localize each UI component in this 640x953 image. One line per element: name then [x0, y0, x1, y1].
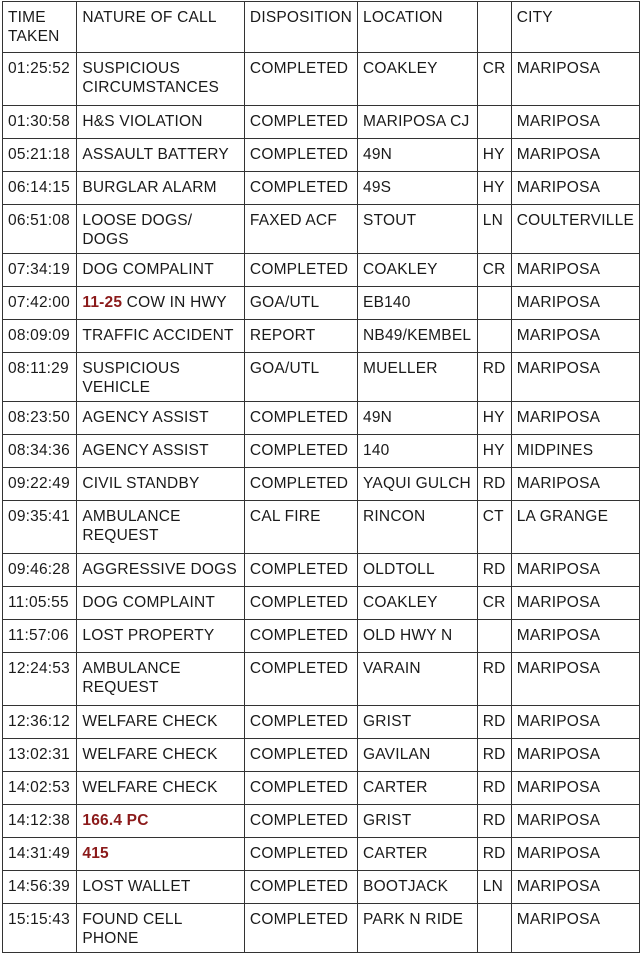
location-cell: GRIST	[358, 706, 478, 739]
time-cell: 12:36:12	[3, 706, 77, 739]
location-cell: 49N	[358, 402, 478, 435]
time-cell: 11:05:55	[3, 587, 77, 620]
street-suffix-cell: HY	[477, 172, 511, 205]
time-cell: 11:57:06	[3, 620, 77, 653]
call-description: LOOSE DOGS/ DOGS	[82, 212, 193, 248]
disposition-cell: FAXED ACF	[244, 205, 357, 254]
time-cell: 05:21:18	[3, 139, 77, 172]
location-cell: COAKLEY	[358, 254, 478, 287]
city-cell: MARIPOSA	[511, 468, 639, 501]
city-cell: MARIPOSA	[511, 106, 639, 139]
call-log-table	[2, 1, 640, 953]
disposition-cell: COMPLETED	[244, 706, 357, 739]
time-cell: 01:30:58	[3, 106, 77, 139]
call-description: SUSPICIOUS VEHICLE	[82, 360, 180, 396]
call-description: ASSAULT BATTERY	[82, 146, 229, 163]
location-cell: EB140	[358, 287, 478, 320]
city-cell: MARIPOSA	[511, 554, 639, 587]
call-description: FOUND CELL PHONE	[82, 911, 182, 947]
table-row	[3, 287, 640, 320]
street-suffix-cell: CR	[477, 254, 511, 287]
call-description: SUSPICIOUS CIRCUMSTANCES	[82, 60, 220, 96]
header-street-suffix	[477, 2, 511, 53]
nature-cell	[77, 106, 245, 139]
call-description: CIVIL STANDBY	[82, 475, 200, 492]
header-disposition: DISPOSITION	[244, 2, 357, 53]
street-suffix-cell: HY	[477, 139, 511, 172]
nature-cell	[77, 587, 245, 620]
time-cell: 09:22:49	[3, 468, 77, 501]
disposition-cell: COMPLETED	[244, 653, 357, 706]
nature-cell	[77, 554, 245, 587]
street-suffix-cell: RD	[477, 353, 511, 402]
location-cell: 49S	[358, 172, 478, 205]
street-suffix-cell: RD	[477, 554, 511, 587]
nature-cell	[77, 205, 245, 254]
street-suffix-cell: RD	[477, 772, 511, 805]
location-cell: CARTER	[358, 772, 478, 805]
street-suffix-cell: RD	[477, 468, 511, 501]
time-cell: 09:35:41	[3, 501, 77, 554]
city-cell: MARIPOSA	[511, 772, 639, 805]
nature-cell	[77, 53, 245, 106]
disposition-cell: GOA/UTL	[244, 287, 357, 320]
call-description: TRAFFIC ACCIDENT	[82, 327, 234, 344]
time-cell: 08:34:36	[3, 435, 77, 468]
location-cell: PARK N RIDE	[358, 904, 478, 953]
time-cell: 06:51:08	[3, 205, 77, 254]
location-cell: 49N	[358, 139, 478, 172]
location-cell: GAVILAN	[358, 739, 478, 772]
call-description: DOG COMPLAINT	[82, 594, 216, 611]
header-row	[3, 2, 640, 53]
table-row	[3, 172, 640, 205]
table-row	[3, 805, 640, 838]
nature-cell	[77, 139, 245, 172]
call-description: AGENCY ASSIST	[82, 409, 209, 426]
nature-cell	[77, 320, 245, 353]
table-row	[3, 871, 640, 904]
table-row	[3, 739, 640, 772]
nature-cell	[77, 254, 245, 287]
call-description: WELFARE CHECK	[82, 779, 218, 796]
city-cell: MARIPOSA	[511, 587, 639, 620]
table-row	[3, 706, 640, 739]
location-cell: MARIPOSA CJ	[358, 106, 478, 139]
location-cell: NB49/KEMBEL	[358, 320, 478, 353]
city-cell: MARIPOSA	[511, 706, 639, 739]
time-cell: 15:15:43	[3, 904, 77, 953]
location-cell: COAKLEY	[358, 587, 478, 620]
city-cell: MARIPOSA	[511, 254, 639, 287]
location-cell: MUELLER	[358, 353, 478, 402]
table-row	[3, 435, 640, 468]
call-description: COW IN HWY	[122, 294, 227, 311]
location-cell: BOOTJACK	[358, 871, 478, 904]
call-log-body	[3, 2, 640, 953]
location-cell: CARTER	[358, 838, 478, 871]
call-description: LOST WALLET	[82, 878, 191, 895]
table-row	[3, 653, 640, 706]
call-description: WELFARE CHECK	[82, 713, 218, 730]
city-cell: MARIPOSA	[511, 838, 639, 871]
city-cell: LA GRANGE	[511, 501, 639, 554]
street-suffix-cell: RD	[477, 706, 511, 739]
nature-cell	[77, 287, 245, 320]
nature-cell	[77, 904, 245, 953]
disposition-cell: COMPLETED	[244, 106, 357, 139]
city-cell: MARIPOSA	[511, 904, 639, 953]
street-suffix-cell: LN	[477, 205, 511, 254]
disposition-cell: COMPLETED	[244, 468, 357, 501]
location-cell: 140	[358, 435, 478, 468]
city-cell: MARIPOSA	[511, 653, 639, 706]
nature-cell	[77, 871, 245, 904]
call-description: AMBULANCE REQUEST	[82, 660, 181, 696]
location-cell: COAKLEY	[358, 53, 478, 106]
table-row	[3, 53, 640, 106]
call-description: AGGRESSIVE DOGS	[82, 561, 237, 578]
disposition-cell: COMPLETED	[244, 53, 357, 106]
time-cell: 14:02:53	[3, 772, 77, 805]
call-description: LOST PROPERTY	[82, 627, 215, 644]
time-cell: 14:12:38	[3, 805, 77, 838]
street-suffix-cell: RD	[477, 653, 511, 706]
time-cell: 14:31:49	[3, 838, 77, 871]
nature-cell	[77, 172, 245, 205]
table-row	[3, 772, 640, 805]
time-cell: 08:09:09	[3, 320, 77, 353]
disposition-cell: COMPLETED	[244, 554, 357, 587]
disposition-cell: COMPLETED	[244, 739, 357, 772]
time-cell: 09:46:28	[3, 554, 77, 587]
header-location: LOCATION	[358, 2, 478, 53]
call-description: WELFARE CHECK	[82, 746, 218, 763]
table-row	[3, 402, 640, 435]
header-time-taken: TIME TAKEN	[3, 2, 77, 53]
street-suffix-cell: RD	[477, 739, 511, 772]
nature-cell	[77, 838, 245, 871]
table-row	[3, 205, 640, 254]
location-cell: STOUT	[358, 205, 478, 254]
location-cell: VARAIN	[358, 653, 478, 706]
time-cell: 01:25:52	[3, 53, 77, 106]
call-description: DOG COMPALINT	[82, 261, 214, 278]
street-suffix-cell: HY	[477, 402, 511, 435]
location-cell: OLD HWY N	[358, 620, 478, 653]
call-code: 415	[82, 845, 109, 862]
disposition-cell: COMPLETED	[244, 587, 357, 620]
disposition-cell: GOA/UTL	[244, 353, 357, 402]
disposition-cell: COMPLETED	[244, 172, 357, 205]
city-cell: COULTERVILLE	[511, 205, 639, 254]
city-cell: MARIPOSA	[511, 871, 639, 904]
disposition-cell: REPORT	[244, 320, 357, 353]
time-cell: 08:11:29	[3, 353, 77, 402]
time-cell: 07:42:00	[3, 287, 77, 320]
city-cell: MARIPOSA	[511, 139, 639, 172]
time-cell: 13:02:31	[3, 739, 77, 772]
city-cell: MIDPINES	[511, 435, 639, 468]
time-cell: 12:24:53	[3, 653, 77, 706]
street-suffix-cell: CR	[477, 53, 511, 106]
disposition-cell: COMPLETED	[244, 805, 357, 838]
city-cell: MARIPOSA	[511, 320, 639, 353]
street-suffix-cell	[477, 904, 511, 953]
street-suffix-cell: LN	[477, 871, 511, 904]
street-suffix-cell	[477, 320, 511, 353]
table-row	[3, 501, 640, 554]
street-suffix-cell	[477, 106, 511, 139]
call-description: H&S VIOLATION	[82, 113, 203, 130]
disposition-cell: COMPLETED	[244, 402, 357, 435]
table-row	[3, 468, 640, 501]
disposition-cell: COMPLETED	[244, 620, 357, 653]
nature-cell	[77, 468, 245, 501]
time-cell: 08:23:50	[3, 402, 77, 435]
nature-cell	[77, 435, 245, 468]
city-cell: MARIPOSA	[511, 620, 639, 653]
time-cell: 06:14:15	[3, 172, 77, 205]
nature-cell	[77, 739, 245, 772]
disposition-cell: COMPLETED	[244, 904, 357, 953]
street-suffix-cell	[477, 620, 511, 653]
city-cell: MARIPOSA	[511, 353, 639, 402]
table-row	[3, 353, 640, 402]
table-row	[3, 254, 640, 287]
call-code: 166.4 PC	[82, 812, 149, 829]
disposition-cell: COMPLETED	[244, 254, 357, 287]
street-suffix-cell	[477, 287, 511, 320]
city-cell: MARIPOSA	[511, 172, 639, 205]
nature-cell	[77, 501, 245, 554]
table-row	[3, 838, 640, 871]
nature-cell	[77, 653, 245, 706]
table-row	[3, 320, 640, 353]
nature-cell	[77, 772, 245, 805]
table-row	[3, 620, 640, 653]
nature-cell	[77, 402, 245, 435]
disposition-cell: CAL FIRE	[244, 501, 357, 554]
disposition-cell: COMPLETED	[244, 772, 357, 805]
location-cell: OLDTOLL	[358, 554, 478, 587]
nature-cell	[77, 353, 245, 402]
street-suffix-cell: CR	[477, 587, 511, 620]
time-cell: 14:56:39	[3, 871, 77, 904]
call-description: AMBULANCE REQUEST	[82, 508, 181, 544]
call-description: AGENCY ASSIST	[82, 442, 209, 459]
location-cell: YAQUI GULCH	[358, 468, 478, 501]
time-cell: 07:34:19	[3, 254, 77, 287]
call-description: BURGLAR ALARM	[82, 179, 217, 196]
street-suffix-cell: CT	[477, 501, 511, 554]
city-cell: MARIPOSA	[511, 739, 639, 772]
disposition-cell: COMPLETED	[244, 871, 357, 904]
street-suffix-cell: RD	[477, 805, 511, 838]
disposition-cell: COMPLETED	[244, 838, 357, 871]
location-cell: GRIST	[358, 805, 478, 838]
table-row	[3, 554, 640, 587]
nature-cell	[77, 620, 245, 653]
street-suffix-cell: RD	[477, 838, 511, 871]
city-cell: MARIPOSA	[511, 287, 639, 320]
call-code: 11-25	[82, 294, 123, 311]
table-row	[3, 106, 640, 139]
disposition-cell: COMPLETED	[244, 139, 357, 172]
nature-cell	[77, 706, 245, 739]
city-cell: MARIPOSA	[511, 805, 639, 838]
city-cell: MARIPOSA	[511, 402, 639, 435]
street-suffix-cell: HY	[477, 435, 511, 468]
disposition-cell: COMPLETED	[244, 435, 357, 468]
table-row	[3, 904, 640, 953]
table-row	[3, 587, 640, 620]
header-city: CITY	[511, 2, 639, 53]
table-row	[3, 139, 640, 172]
header-nature-of-call: NATURE OF CALL	[77, 2, 245, 53]
nature-cell	[77, 805, 245, 838]
city-cell: MARIPOSA	[511, 53, 639, 106]
location-cell: RINCON	[358, 501, 478, 554]
